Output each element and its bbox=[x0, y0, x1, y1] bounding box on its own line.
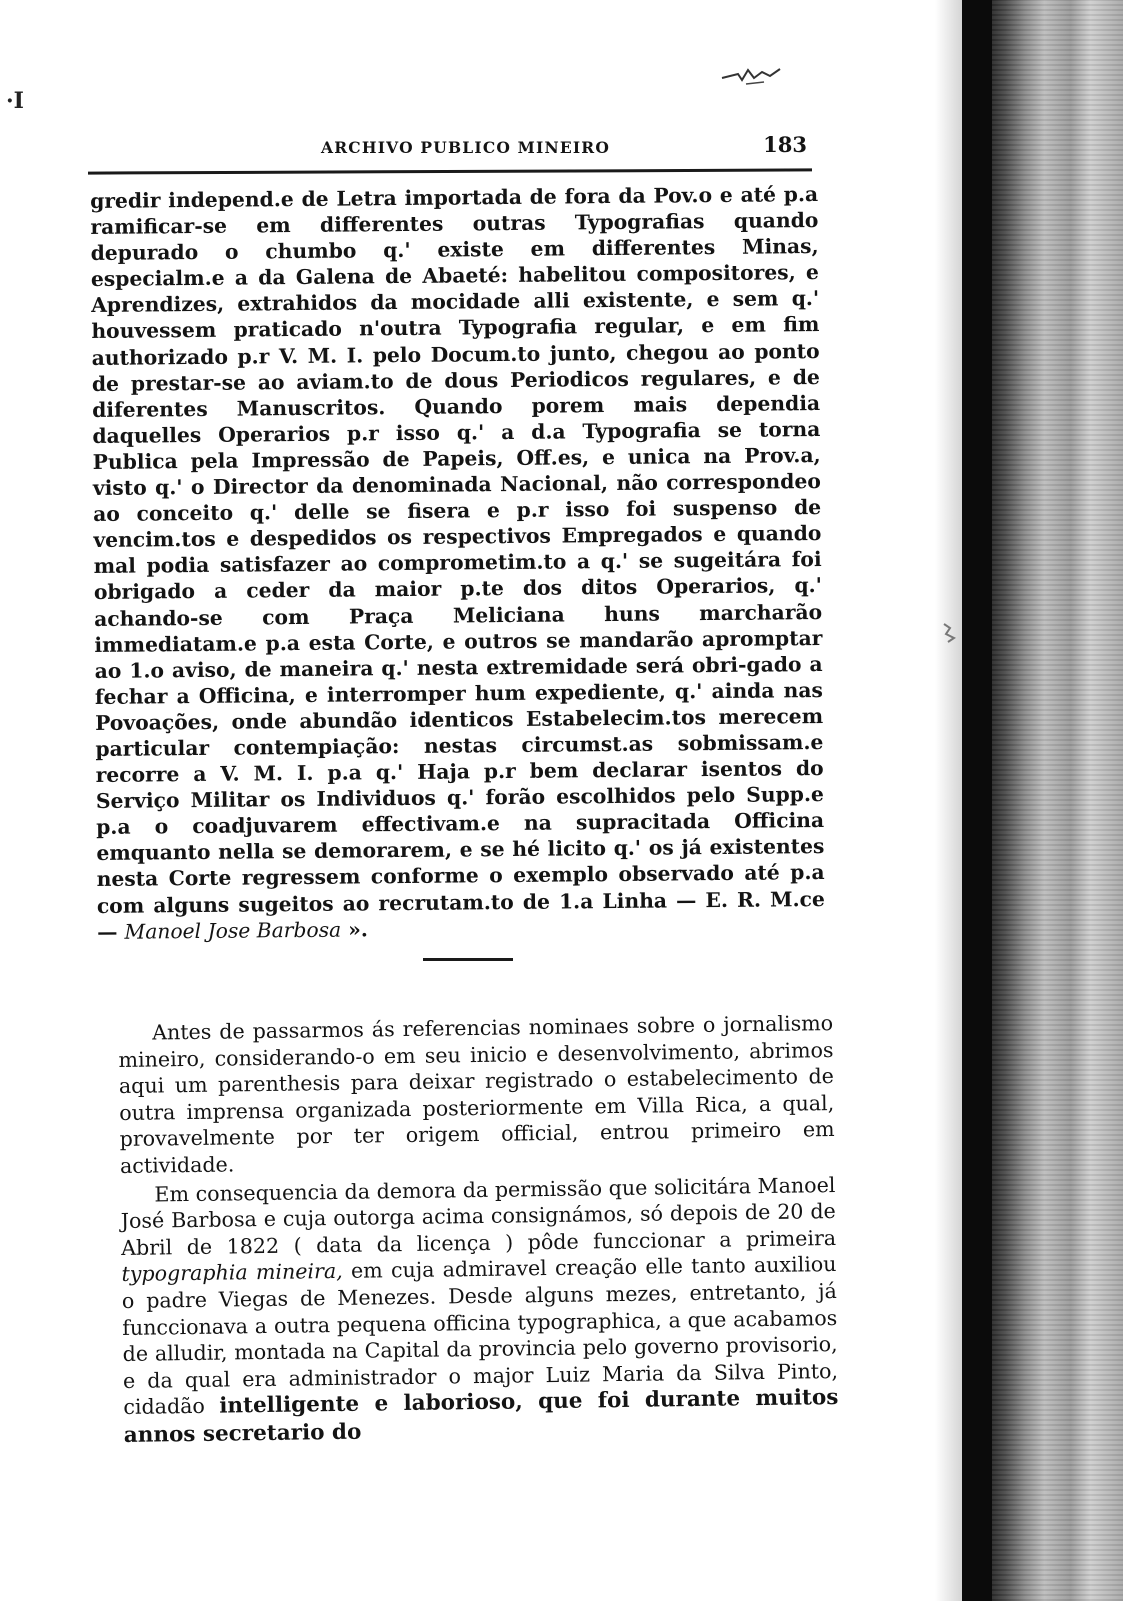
quote-text: gredir independ.e de Letra importada de fora da Pov.o e até p.a ramificar-se em differentes outras Typografias quando depurado o chumbo q.' existe em differentes Minas, especialm.e a da Galena de Abaeté: habelitou compositores, e Aprendizes, extrahidos da mocidade alli existente, e sem q.' houvessem praticado n'outra Typografia regular, e em fim authorizado p.r V. M. I. pelo Docum.to junto, chegou ao ponto de prestar-se ao aviam.to de dous Periodicos regulares, e de diferentes Manuscritos. Quando porem mais dependia daquelles Operarios p.r isso q.' a d.a Typografia se torna Publica pela Impressão de Papeis, Off.es, e unica na Prov.a, visto q.' o Director da denominada Nacional, não correspondeo ao conceito q.' delle se fisera e p.r isso foi suspenso de vencim.tos e despedidos os respectivos Empregados e quando mal podia satisfazer ao comprometim.to a q.' se sugeitára foi obrigado a ceder da maior p.te dos ditos Operarios, q.' achando-se com Praça Meliciana huns marcharão immediatam.e p.a esta Corte, e outros se mandarão apromptar ao 1.o aviso, de maneira q.' nesta extremidade será obri-gado a fechar a Officina, e interromper hum expediente, q.' ainda nas Povoações, onde abundão identicos Estabelecim.tos merecem particular contempiação: nestas circumst.as sobmissam.e recorre a V. M. I. p.a q.' Haja p.r bem declarar isentos do Serviço Militar os Individuos q.' forão escolhidos pelo Supp.e p.a o coadjuvarem effectivam.e na supracitada Officina emquanto nella se demorarem, e se hé licito q.' os já existentes nesta Corte regressem conforme o exemplo observado até p.a com alguns sugeitos ao recrutam.to de 1.a Linha — E. R. M.ce — bbox=[90, 182, 825, 944]
header-rule bbox=[88, 168, 812, 174]
section-divider bbox=[423, 958, 513, 961]
quoted-document-text bbox=[90, 181, 825, 945]
paragraph-2-part-a: Em consequencia da demora da permissão que solicitára Manoel José Barbosa e cuja outorga acima consignámos, só depois de 20 de Abril de 1822 ( data da licença ) pôde funccionar a primeira bbox=[120, 1172, 837, 1260]
page-number: 183 bbox=[763, 132, 807, 157]
body-text bbox=[118, 1010, 839, 1449]
page-edge-texture bbox=[992, 0, 1123, 1601]
ink-scribble-mark bbox=[718, 60, 788, 90]
paragraph-2-part-b: em cuja admiravel creação elle tanto auxiliou o padre Viegas de Menezes. Desde alguns mezes, entretanto, já funccionava a outra pequena officina typographica, a que acabamos de alludir, montada na Capital da provincia pelo governo provisorio, e da qual era administrador o major Luiz Maria da Silva Pinto, cidadão bbox=[121, 1252, 839, 1420]
paragraph-1: Antes de passarmos ás referencias nominaes sobre o jornalismo mineiro, considerando-o em seu inicio e desenvolvimento, abrimos aqui um parenthesis para deixar registrado o estabelecimento de outra imprensa organizada posteriormente em Villa Rica, a qual, provavelmente por ter origem official, entrou primeiro em actividade. bbox=[118, 1011, 835, 1178]
running-head bbox=[95, 132, 815, 162]
paragraph-2-last-line: intelligente e laborioso, que foi durante muitos annos secretario do bbox=[123, 1385, 839, 1448]
margin-mark: ·I bbox=[6, 88, 24, 114]
binding-shadow bbox=[935, 0, 965, 1601]
paragraph-2-emphasis: typographia mineira, bbox=[121, 1259, 343, 1287]
quote-closing: ». bbox=[348, 916, 369, 942]
quote-signature: Manoel Jose Barbosa bbox=[124, 917, 342, 944]
book-binding-edge bbox=[962, 0, 992, 1601]
running-title: ARCHIVO PUBLICO MINEIRO bbox=[321, 138, 611, 157]
paragraph-2 bbox=[120, 1172, 839, 1450]
